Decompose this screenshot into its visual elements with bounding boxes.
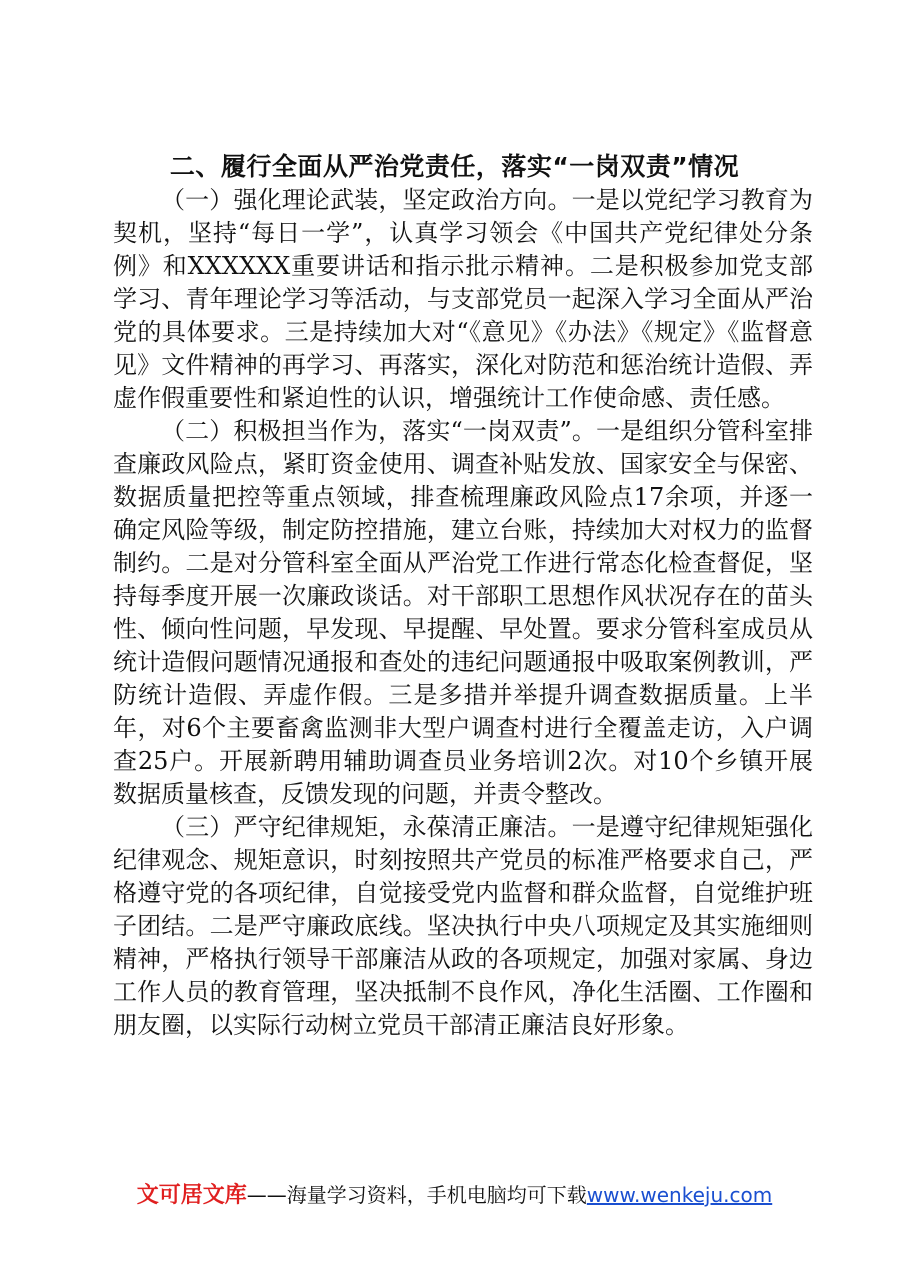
footer-slogan: ——海量学习资料，手机电脑均可下载 (246, 1183, 587, 1207)
paragraph-1: （一）强化理论武装，坚定政治方向。一是以党纪学习教育为契机，坚持“每日一学”，认真学习领会《中国共产党纪律处分条例》和XXXXXX重要讲话和指示批示精神。二是积极参加党支部学习、青年理论学习等活动，与支部党员一起深入学习全面从严治党的具体要求。三是持续加大对“《意见》《办法》《规定》《监督意见》文件精神的再学习、再落实，深化对防范和惩治统计造假、弄虚作假重要性和紧迫性的认识，增强统计工作使命感、责任感。 (113, 186, 813, 412)
document-body (113, 184, 813, 1042)
footer-banner (0, 1181, 909, 1210)
section-heading: 二、履行全面从严治党责任，落实“一岗双责”情况 (169, 152, 740, 181)
footer-website-link[interactable]: www.wenkeju.com (586, 1183, 773, 1207)
paragraph-3: （三）严守纪律规矩，永葆清正廉洁。一是遵守纪律规矩强化纪律观念、规矩意识，时刻按照共产党员的标准严格要求自己，严格遵守党的各项纪律，自觉接受党内监督和群众监督，自觉维护班子团结。二是严守廉政底线。坚决执行中央八项规定及其实施细则精神，严格执行领导干部廉洁从政的各项规定，加强对家属、身边工作人员的教育管理，坚决抵制不良作风，净化生活圈、工作圈和朋友圈，以实际行动树立党员干部清正廉洁良好形象。 (113, 813, 813, 1039)
paragraph-2: （二）积极担当作为，落实“一岗双责”。一是组织分管科室排查廉政风险点，紧盯资金使用、调查补贴发放、国家安全与保密、数据质量把控等重点领域，排查梳理廉政风险点17余项，并逐一确定风险等级，制定防控措施，建立台账，持续加大对权力的监督制约。二是对分管科室全面从严治党工作进行常态化检查督促，坚持每季度开展一次廉政谈话。对干部职工思想作风状况存在的苗头性、倾向性问题，早发现、早提醒、早处置。要求分管科室成员从统计造假问题情况通报和查处的违纪问题通报中吸取案例教训，严防统计造假、弄虚作假。三是多措并举提升调查数据质量。上半年，对6个主要畜禽监测非大型户调查村进行全覆盖走访，入户调查25户。开展新聘用辅助调查员业务培训2次。对10个乡镇开展数据质量核查，反馈发现的问题，并责令整改。 (113, 417, 813, 808)
footer-brand: 文可居文库 (136, 1183, 247, 1208)
